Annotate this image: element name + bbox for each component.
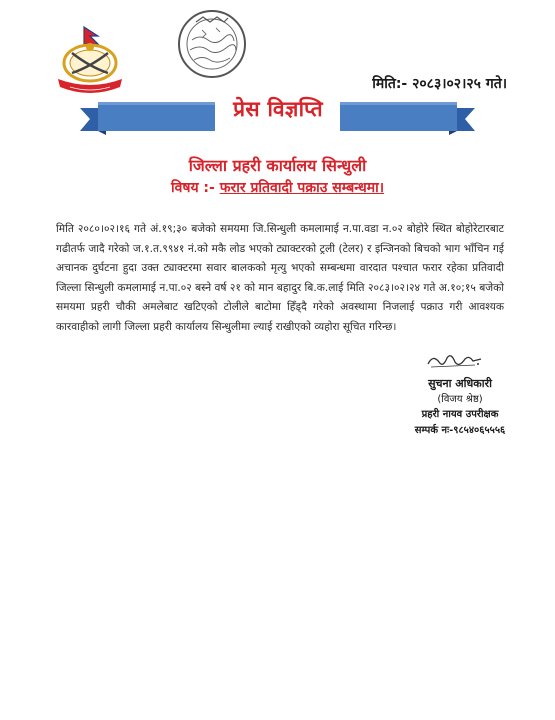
handwritten-signature	[425, 350, 485, 372]
body-paragraph: मिति २०८०।०२।१६ गते अं.१९;३० बजेको समयमा जि.सिन्धुली कमलामाई न.पा.वडा न.०२ बोहोरे स्थित बोहोरेटारबाट गढीतर्फ जादै गरेको ज.१.त.९९४१ नं.को मकै लोड भएको ट्याक्टरको ट्रली (टेलर) र इन्जिनको बिचको भाग भाँचिन गई अचानक दुर्घटना हुदा उक्त ट्याक्टरमा सवार बालकको मृत्यु भएको सम्बन्धमा वारदात पश्चात फरार रहेका प्रतिवादी जिल्ला सिन्धुली कमलामाई न.पा.०२ बस्ने वर्ष २१ को मान बहादुर बि.क.लाई मिति २०८३।०२।२४ गते अ.१०;१५ बजेको समयमा प्रहरी चौकी अमलेबाट खटिएको टोलीले बाटोमा हिँड्दै गरेको अवस्थामा निजलाई पक्राउ गरी आवश्यक कारवाहीको लागी जिल्ला प्रहरी कार्यालय सिन्धुलीमा ल्याई राखीएको व्यहोरा सूचित गरिन्छ।	[56, 223, 504, 333]
signatory-rank: प्रहरी नायव उपरीक्षक	[421, 409, 499, 420]
date-line: मिति:- २०८३।०२।२५ गते।	[372, 76, 507, 92]
nepal-police-emblem-icon	[50, 25, 130, 100]
signatory-block	[400, 376, 520, 439]
left-ribbon-decoration	[80, 98, 215, 136]
subject-text: फरार प्रतिवादी पक्राउ सम्बन्धमा।	[219, 180, 385, 196]
press-release-title: प्रेस विज्ञप्ति	[233, 97, 323, 121]
signatory-contact: सम्पर्क नः-९८५४०६५५५६	[414, 425, 506, 436]
subject-line	[0, 178, 555, 197]
office-stamp-icon	[176, 8, 248, 80]
right-ribbon-decoration	[340, 98, 475, 136]
subject-label: विषय :-	[170, 180, 215, 196]
office-title: जिल्ला प्रहरी कार्यालय सिन्धुली	[188, 156, 367, 175]
signatory-title: सुचना अधिकारी	[428, 377, 492, 390]
signatory-name: (विजय श्रेष्ठ)	[437, 394, 483, 405]
